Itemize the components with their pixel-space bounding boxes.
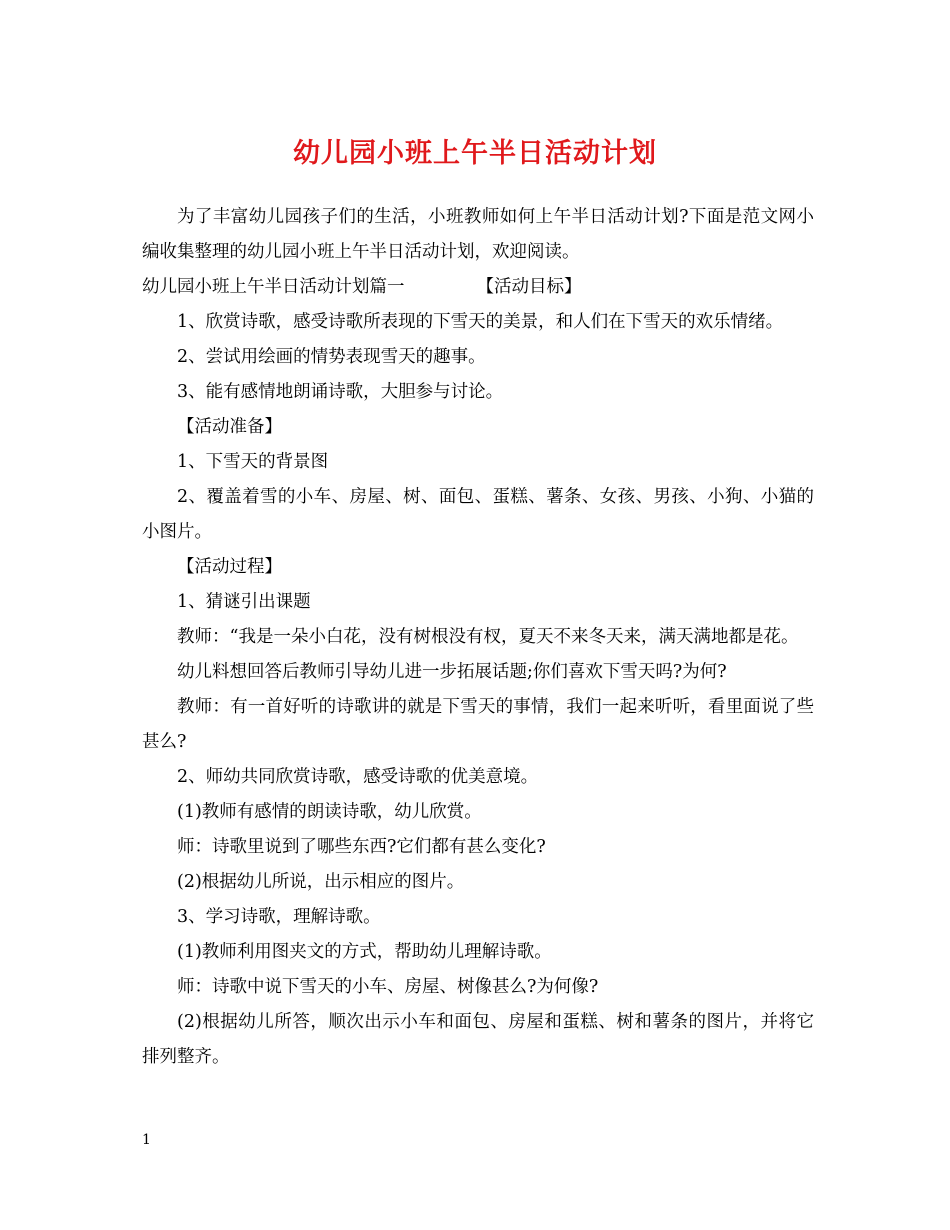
intro-paragraph: 为了丰富幼儿园孩子们的生活，小班教师如何上午半日活动计划?下面是范文网小编收集整理的幼儿园小班上午半日活动计划，欢迎阅读。 [142, 207, 814, 262]
paragraph: 1、猜谜引出课题 [177, 592, 311, 612]
paragraph: 2、师幼共同欣赏诗歌，感受诗歌的优美意境。 [177, 767, 539, 787]
document-body [142, 200, 814, 1075]
paragraph: 1、下雪天的背景图 [177, 452, 329, 472]
section-heading: 【活动过程】 [177, 557, 282, 577]
paragraph: 3、能有感情地朗诵诗歌，大胆参与讨论。 [177, 382, 504, 402]
paragraph: (2)根据幼儿所答，顺次出示小车和面包、房屋和蛋糕、树和薯条的图片，并将它排列整齐。 [142, 1012, 814, 1067]
paragraph: 教师：有一首好听的诗歌讲的就是下雪天的事情，我们一起来听听，看里面说了些甚么? [142, 697, 814, 752]
paragraph: 师：诗歌中说下雪天的小车、房屋、树像甚么?为何像? [177, 977, 599, 997]
paragraph: (2)根据幼儿所说，出示相应的图片。 [177, 872, 465, 892]
section-heading: 幼儿园小班上午半日活动计划篇一 [142, 277, 405, 297]
section-heading-line [142, 270, 814, 305]
document-title: 幼儿园小班上午半日活动计划 [293, 138, 657, 169]
paragraph: 3、学习诗歌，理解诗歌。 [177, 907, 381, 927]
section-heading: 【活动准备】 [177, 417, 282, 437]
paragraph: (1)教师利用图夹文的方式，帮助幼儿理解诗歌。 [177, 942, 552, 962]
paragraph: 1、欣赏诗歌，感受诗歌所表现的下雪天的美景，和人们在下雪天的欢乐情绪。 [177, 312, 784, 332]
paragraph: 教师：“我是一朵小白花，没有树根没有杈，夏天不来冬天来，满天满地都是花。 [177, 627, 799, 647]
paragraph: (1)教师有感情的朗读诗歌，幼儿欣赏。 [177, 802, 482, 822]
paragraph: 2、尝试用绘画的情势表现雪天的趣事。 [177, 347, 486, 367]
paragraph: 师：诗歌里说到了哪些东西?它们都有甚么变化? [177, 837, 546, 857]
page-number: 1 [142, 1132, 151, 1148]
paragraph: 2、覆盖着雪的小车、房屋、树、面包、蛋糕、薯条、女孩、男孩、小狗、小猫的小图片。 [142, 487, 814, 542]
paragraph: 幼儿料想回答后教师引导幼儿进一步拓展话题;你们喜欢下雪天吗?为何? [177, 662, 727, 682]
goal-heading: 【活动目标】 [476, 277, 582, 297]
